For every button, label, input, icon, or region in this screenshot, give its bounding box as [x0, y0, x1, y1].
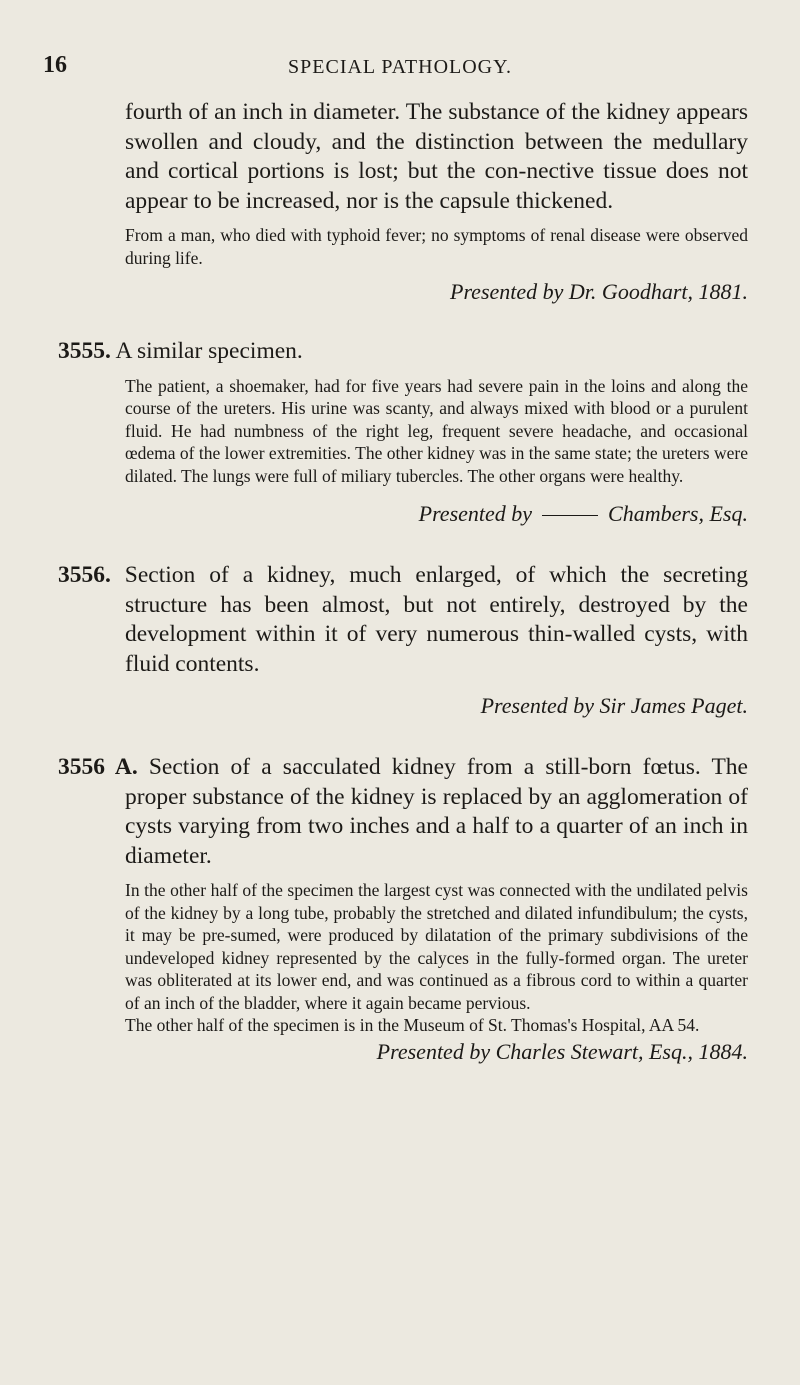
case-note: The other half of the specimen is in the Museum of St. Thomas's Hospital, AA 54. [125, 1015, 700, 1035]
presented-by: Presented by Sir James Paget. [480, 693, 748, 718]
continued-paragraph: fourth of an inch in diameter. The substance of the kidney appears swollen and cloudy, and the distinction between the medullary and cortical portions is lost; but the con-nective tissue does not appear to be increased, nor is the capsule thickened. [125, 99, 748, 214]
entry-number: 3556. [58, 562, 111, 588]
case-note: From a man, who died with typhoid fever; no symptoms of renal disease were observed during life. [125, 225, 748, 268]
entry-description: Section of a sacculated kidney from a still-born fœtus. The proper substance of the kidney is replaced by an agglomeration of cysts varying from two inches and a half to a quarter of an inch in diameter. [125, 754, 748, 869]
page-number: 16 [43, 52, 67, 78]
case-note: In the other half of the specimen the largest cyst was connected with the undilated pelvis of the kidney by a long tube, probably the stretched and dilated infundibulum; the cysts, it may be pre-sumed, were produced by dilatation of the primary subdivisions of the undeveloped kidney represented by the calyces in the fully-formed organ. The ureter was obliterated at its lower end, and was continued as a fibrous cord to within a quarter of an inch of the bladder, where it again became pervious. [125, 880, 748, 1013]
running-title: SPECIAL PATHOLOGY. [288, 56, 512, 78]
presenter-name: Chambers, Esq. [608, 501, 748, 526]
entry-number: 3556 A. [58, 754, 138, 780]
name-dash [542, 515, 598, 516]
presented-by: Presented by Dr. Goodhart, 1881. [450, 279, 748, 304]
entry-description: A similar specimen. [115, 338, 303, 364]
case-note: The patient, a shoemaker, had for five years had severe pain in the loins and along the course of the ureters. His urine was scanty, and always mixed with blood or a purulent fluid. He had numbness of the right leg, frequent severe headache, and occasional œdema of the lower extremities. The other kidney was in the same state; the ureters were dilated. The lungs were full of miliary tubercles. The other organs were healthy. [125, 375, 748, 486]
presented-by [58, 501, 748, 527]
page-body [58, 98, 748, 1065]
catalogue-entry-3556 [58, 561, 748, 719]
presented-by: Presented by Charles Stewart, Esq., 1884. [376, 1038, 748, 1064]
catalogue-entry-3555 [58, 337, 748, 527]
page-header [0, 52, 800, 82]
entry-number: 3555. [58, 338, 111, 364]
presented-prefix: Presented by [418, 501, 533, 526]
entry-description: Section of a kidney, much enlarged, of which the secreting structure has been almost, but not entirely, destroyed by the development within it of very numerous thin-walled cysts, with fluid contents. [124, 562, 748, 677]
catalogue-entry-3556a [58, 753, 748, 1065]
